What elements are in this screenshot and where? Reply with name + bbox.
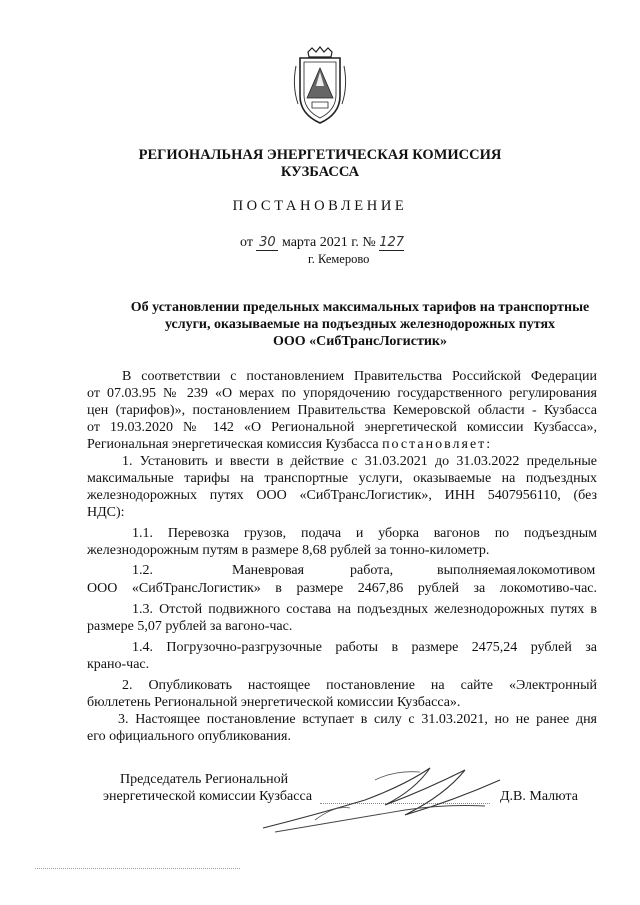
paragraph-line: 1.3. Отстой подвижного состава на подъездных железнодорожных путях в [132,602,597,617]
paragraph-line: от 19.03.2020 № 142 «О Региональной энергетической комиссии Кузбасса», [87,420,597,435]
signatory-name: Д.В. Малюта [500,789,578,804]
footer-dotted-line [35,868,240,869]
paragraph-line: размере 5,07 рублей за вагоно-час. [87,619,293,634]
date-prefix: от [240,235,253,250]
paragraph-word: 1.2. [132,563,153,578]
paragraph-word: работа, [350,563,394,578]
paragraph-line: 1.4. Погрузочно-разгрузочные работы в размере 2475,24 рублей за [132,640,597,655]
paragraph-line: от 07.03.95 № 239 «О мерах по упорядочению государственного регулирования [87,386,597,401]
signatory-position-line2: энергетической комиссии Кузбасса [103,789,313,804]
paragraph-line: железнодорожным путям в размере 8,68 рублей за тонно-километр. [87,543,490,558]
paragraph-word: локомотивом [517,563,596,578]
paragraph-line: бюллетень Региональной энергетической комиссии Кузбасса». [87,695,461,710]
org-name-line1: РЕГИОНАЛЬНАЯ ЭНЕРГЕТИЧЕСКАЯ КОМИССИЯ [138,147,502,163]
title-line: ООО «СибТрансЛогистик» [273,334,447,349]
title-line: Об установлении предельных максимальных тарифов на транспортные [130,300,590,315]
document-type: ПОСТАНОВЛЕНИЕ [232,198,408,214]
date-line [240,235,404,251]
paragraph-line: его официального опубликования. [87,729,291,744]
signatory-position-line1: Председатель Региональной [120,772,289,787]
paragraph-line: цен (тарифов)», постановлением Правительства Кемеровской области - Кузбасса [87,403,597,418]
city: г. Кемерово [308,252,370,266]
title-line: услуги, оказываемые на подъездных железнодорожных путях [164,317,556,332]
kuzbass-coat-of-arms-icon [290,46,350,126]
paragraph-line: В соответствии с постановлением Правительства Российской Федерации [122,369,597,384]
paragraph-line: ООО «СибТрансЛогистик» в размере 2467,86 рублей за локомотиво-час. [87,581,597,596]
paragraph-line: 1. Установить и ввести в действие с 31.03.2021 до 31.03.2022 предельные [122,454,597,469]
handwritten-signature-icon [255,760,515,835]
paragraph-line: 2. Опубликовать настоящее постановление на сайте «Электронный [122,678,597,693]
paragraph-text: Региональная энергетическая комиссия Кузбасса [87,437,379,452]
paragraph-line: железнодорожных путях ООО «СибТрансЛогистик», ИНН 5407956110, (без [87,488,597,503]
decree-word: постановляет: [382,437,493,452]
paragraph-line: 1.1. Перевозка грузов, подача и уборка вагонов по подъездным [132,526,597,541]
org-name-line2: КУЗБАССА [280,164,360,180]
paragraph-line: 3. Настоящее постановление вступает в силу с 31.03.2021, но не ранее дня [118,712,597,727]
paragraph-line [87,436,597,453]
paragraph-word: Маневровая [232,563,305,578]
date-day: 30 [256,235,278,251]
paragraph-word: выполняемая [437,563,516,578]
paragraph-line: крано-час. [87,657,150,672]
paragraph-line: максимальные тарифы на транспортные услуги, оказываемые на подъездных [87,471,597,486]
document-number: 127 [379,235,405,250]
paragraph-line: НДС): [87,505,125,520]
date-rest: марта 2021 г. № [281,235,376,250]
